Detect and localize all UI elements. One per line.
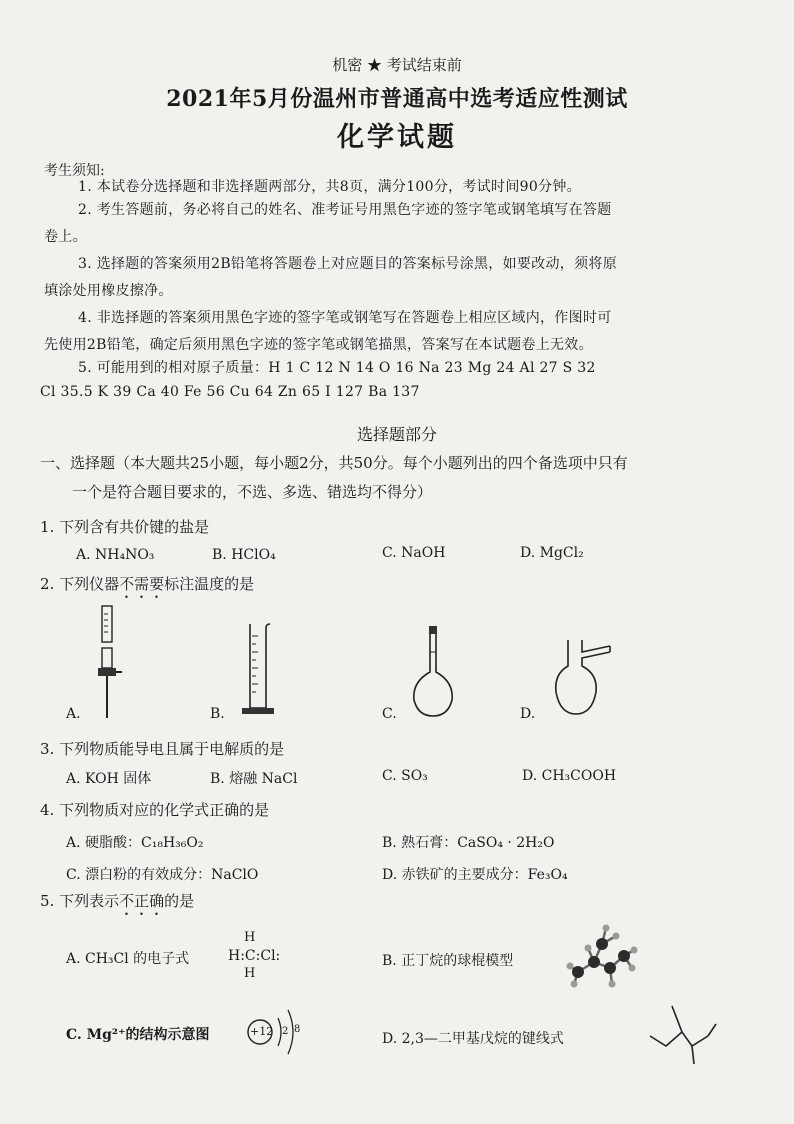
shell-1-electrons: 2 — [282, 1026, 289, 1037]
notice-item-5: 5. 可能用到的相对原子质量：H 1 C 12 N 14 O 16 Na 23 Mg 24 Al 27 S 32 — [78, 360, 596, 376]
q4-stem: 4. 下列物质对应的化学式正确的是 — [40, 801, 270, 819]
section-title: 选择题部分 — [356, 425, 437, 444]
electron-formula-middle: H:C:Cl: — [228, 948, 281, 964]
q5-stem-post: 的是 — [164, 892, 195, 910]
notice-item-2-cont: 卷上。 — [44, 229, 87, 245]
q5-stem-emphasis: 不正确 — [119, 892, 165, 910]
notice-item-3: 3. 选择题的答案须用2B铅笔将答题卷上对应题目的答案标号涂黑，如要改动，须将原 — [78, 256, 618, 272]
distillation-flask-icon — [550, 638, 614, 722]
section-intro-cont: 一个是符合题目要求的，不选、多选、错选均不得分） — [72, 483, 433, 501]
q5-stem — [40, 890, 194, 919]
q2-stem — [40, 573, 254, 602]
graduated-cylinder-icon — [238, 622, 278, 718]
q4-option-d: D. 赤铁矿的主要成分：Fe₃O₄ — [382, 867, 568, 883]
q1-stem: 1. 下列含有共价键的盐是 — [40, 518, 210, 536]
q3-stem: 3. 下列物质能导电且属于电解质的是 — [40, 740, 285, 758]
notice-item-3-cont: 填涂处用橡皮擦净。 — [44, 283, 173, 299]
q5-option-c: C. Mg²⁺的结构示意图 — [66, 1027, 210, 1043]
notice-item-5-cont: Cl 35.5 K 39 Ca 40 Fe 56 Cu 64 Zn 65 I 127 Ba 137 — [40, 384, 420, 400]
q4-option-b: B. 熟石膏：CaSO₄ · 2H₂O — [382, 835, 555, 851]
electron-formula-top-h: H — [244, 930, 256, 945]
exam-subtitle: 化学试题 — [337, 122, 457, 153]
q4-option-a: A. 硬脂酸：C₁₈H₃₆O₂ — [66, 835, 204, 851]
q2-stem-pre: 2. 下列仪器 — [40, 575, 120, 593]
q3-option-c: C. SO₃ — [382, 768, 428, 784]
q2-stem-emphasis: 不需要 — [119, 575, 165, 593]
notice-item-1: 1. 本试卷分选择题和非选择题两部分，共8页，满分100分，考试时间90分钟。 — [78, 179, 581, 195]
q2-option-d: D. — [520, 706, 536, 722]
skeletal-formula-diagram — [648, 1002, 718, 1066]
shell-2-electrons: 8 — [294, 1024, 301, 1035]
electron-formula-bottom-h: H — [244, 966, 256, 981]
confidential-label: 机密 ★ 考试结束前 — [332, 56, 462, 74]
notice-item-2: 2. 考生答题前，务必将自己的姓名、准考证号用黑色字迹的签字笔或钢笔填写在答题 — [78, 202, 612, 218]
volumetric-flask-icon — [408, 624, 460, 720]
q5-option-d: D. 2,3—二甲基戊烷的键线式 — [382, 1031, 564, 1047]
q1-option-d: D. MgCl₂ — [520, 545, 584, 561]
notice-heading: 考生须知: — [44, 163, 105, 179]
q1-option-b: B. HClO₄ — [212, 547, 276, 563]
burette-icon — [94, 604, 124, 720]
q5-stem-pre: 5. 下列表示 — [40, 892, 120, 910]
section-intro: 一、选择题（本大题共25小题，每小题2分，共50分。每个小题列出的四个备选项中只有 — [40, 454, 628, 472]
nucleus-charge: +12 — [250, 1025, 274, 1038]
q4-option-c: C. 漂白粉的有效成分：NaClO — [66, 867, 259, 883]
exam-title: 2021年5月份温州市普通高中选考适应性测试 — [166, 86, 628, 112]
q2-option-a: A. — [66, 706, 81, 722]
q5-option-b: B. 正丁烷的球棍模型 — [382, 953, 514, 969]
q1-option-a: A. NH₄NO₃ — [76, 547, 155, 563]
q2-option-b: B. — [210, 706, 225, 722]
q3-option-a: A. KOH 固体 — [66, 771, 152, 787]
q1-option-c: C. NaOH — [382, 545, 446, 561]
q3-option-d: D. CH₃COOH — [522, 768, 617, 784]
q3-option-b: B. 熔融 NaCl — [210, 771, 298, 787]
q2-option-c: C. — [382, 706, 397, 722]
q5-option-a: A. CH₃Cl 的电子式 — [66, 951, 190, 967]
ball-stick-model-icon — [562, 918, 642, 998]
notice-item-4-cont: 先使用2B铅笔，确定后须用黑色字迹的签字笔或钢笔描黑，答案写在本试题卷上无效。 — [44, 337, 593, 353]
q2-stem-post: 标注温度的是 — [164, 575, 255, 593]
notice-item-4: 4. 非选择题的答案须用黑色字迹的签字笔或钢笔写在答题卷上相应区域内，作图时可 — [78, 310, 612, 326]
